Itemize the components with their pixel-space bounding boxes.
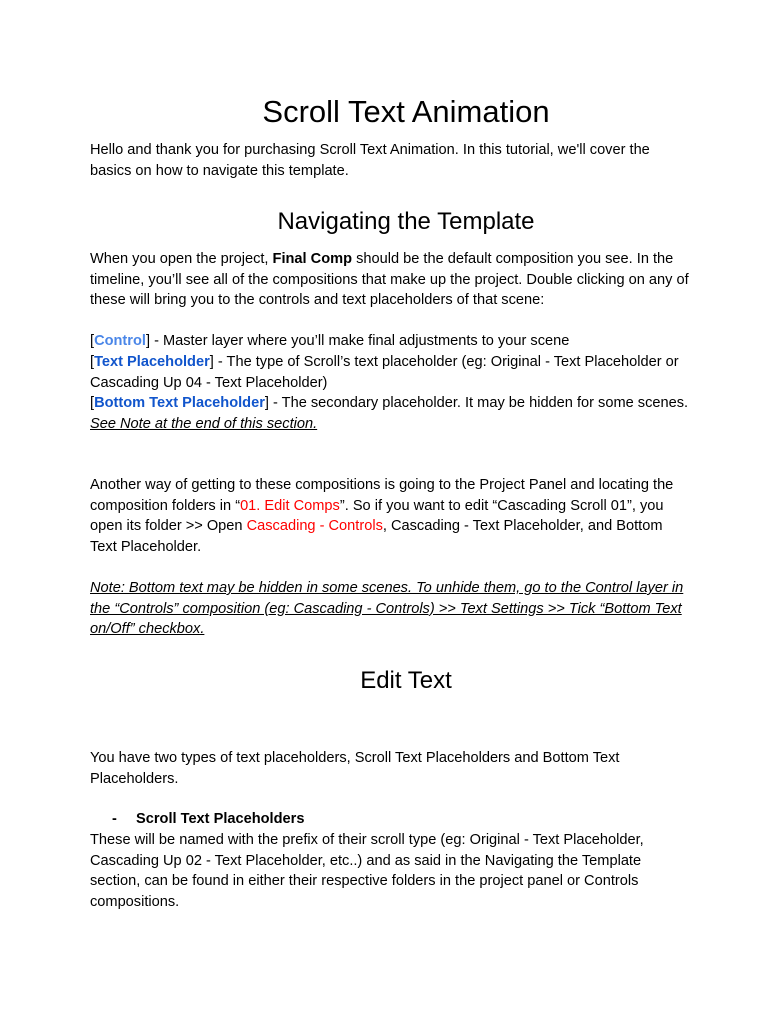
bullet-label: Scroll Text Placeholders [136,811,305,827]
control-label: Control [94,333,146,349]
navigating-text-b: should be the default composition you see. In the timeline, you’ll see all of the compositions that make up the project. Double clicking on any of these will bring you to the controls and text placeholders of that scene: [90,251,689,309]
scroll-placeholders-paragraph: These will be named with the prefix of their scroll type (eg: Original - Text Placeholder, Cascading Up 02 - Text Placeholder, etc..) and as said in the Navigating the Template section, can be found in either their respective folders in the project panel or Controls compositions. [90,832,644,910]
project-panel-text-b: ”. So if you want to edit “Cascading Scroll 01”, you open its folder >> Open [90,497,664,535]
section-heading-navigating: Navigating the Template [277,208,535,235]
bullet-dash: - [112,811,117,827]
cascading-controls-comp: Cascading - Controls [246,518,383,535]
final-comp-term: Final Comp [272,251,353,267]
bottom-text-note: Note: Bottom text may be hidden in some scenes. To unhide them, go to the Control layer in the “Controls” composition (eg: Cascading - Controls) >> Text Settings >> Tick “Bottom Text on/Off” checkbox. [90,580,684,638]
project-panel-paragraph [90,475,690,557]
edit-comps-folder: 01. Edit Comps [240,497,340,514]
text-placeholder-description: - The type of Scroll’s text placeholder (eg: Original - Text Placeholder or Cascading Up 04 - Text Placeholder) [90,354,679,391]
text-placeholder-item: [Text Placeholder] - The type of Scroll’s text placeholder (eg: Original - Text Placeholder or Cascading Up 04 - Text Placeholder) [90,354,679,391]
edit-text-paragraph: You have two types of text placeholders, Scroll Text Placeholders and Bottom Text Placeholders. [90,750,620,787]
project-panel-text-c: , Cascading - Text Placeholder, and Bottom Text Placeholder. [90,518,663,555]
bottom-text-placeholder-item: [Bottom Text Placeholder] - The secondary placeholder. It may be hidden for some scenes. See Note at the end of this section. [90,395,689,432]
bottom-text-placeholder-label: Bottom Text Placeholder [94,395,265,411]
bottom-text-placeholder-description: - The secondary placeholder. It may be hidden for some scenes. [268,395,689,411]
document-title: Scroll Text Animation [262,94,550,129]
navigating-paragraph [90,249,690,311]
text-placeholder-label: Text Placeholder [94,354,210,370]
control-description: - Master layer where you’ll make final adjustments to your scene [150,333,570,349]
control-item: [Control] - Master layer where you’ll make final adjustments to your scene [90,333,570,349]
intro-paragraph: Hello and thank you for purchasing Scroll Text Animation. In this tutorial, we'll cover the basics on how to navigate this template. [90,142,650,179]
see-note-link: See Note at the end of this section. [90,415,318,432]
project-panel-text-a: Another way of getting to these compositions is going to the Project Panel and locating the composition folders in “ [90,477,674,514]
scroll-text-placeholders-bullet [112,809,304,830]
section-heading-edit-text: Edit Text [360,667,452,694]
navigating-text-a: When you open the project, [90,251,273,267]
